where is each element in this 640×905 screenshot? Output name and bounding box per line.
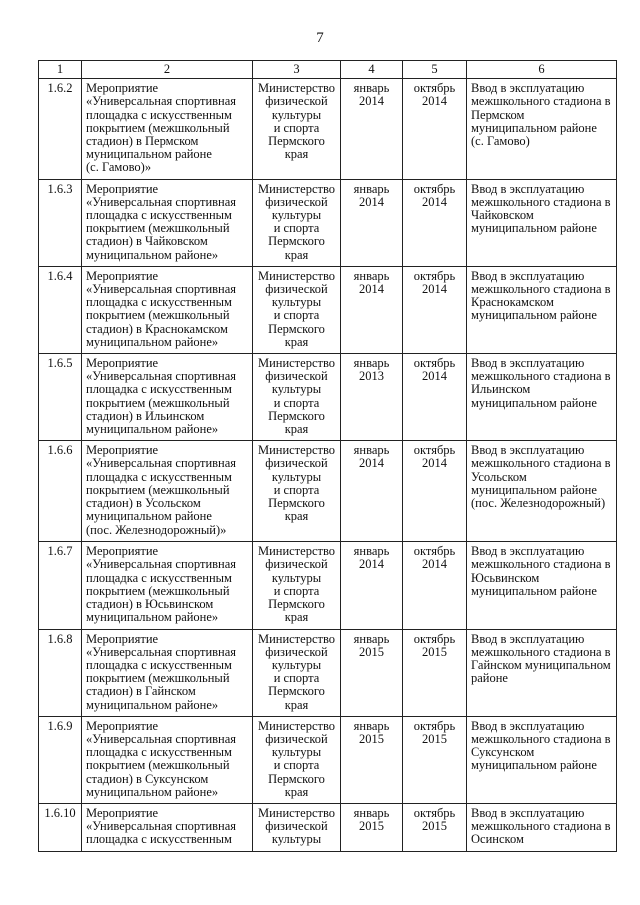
- expected-result-cell: [467, 354, 617, 441]
- table-row: [39, 803, 617, 851]
- start-date: январь 2014: [353, 544, 390, 572]
- header-cell-1: 1: [39, 61, 82, 79]
- expected-result: Ввод в эксплуатацию межшкольного стадиона в Гайнском муниципальном районе: [471, 631, 611, 686]
- header-cell-5: 5: [403, 61, 467, 79]
- header-row: [39, 61, 617, 79]
- start-date-cell: [341, 542, 403, 629]
- page-number: 7: [316, 30, 324, 46]
- end-date-cell: [403, 716, 467, 803]
- row-number: 1.6.5: [47, 356, 73, 371]
- table-row: [39, 441, 617, 542]
- start-date: январь 2015: [353, 718, 390, 746]
- expected-result-cell: [467, 542, 617, 629]
- expected-result: Ввод в эксплуатацию межшкольного стадиона в Суксунском муниципальном районе: [471, 718, 611, 773]
- expected-result-cell: [467, 441, 617, 542]
- activity-name: Мероприятие «Универсальная спортивная площадка с искусственным покрытием (межшкольный стадион) в Усольском муниципальном районе (пос. Железнодорожный)»: [86, 443, 237, 537]
- executor: Министерство физической культуры и спорта Пермского края: [257, 81, 336, 162]
- end-date-cell: [403, 79, 467, 179]
- start-date: январь 2015: [353, 805, 390, 834]
- row-number: 1.6.10: [44, 805, 76, 820]
- end-date-cell: [403, 354, 467, 441]
- header-cell-2: 2: [82, 61, 253, 79]
- table-row: [39, 542, 617, 629]
- row-number-cell: [39, 716, 82, 803]
- end-date: октябрь 2014: [413, 443, 456, 471]
- executor-cell: [253, 354, 341, 441]
- executor: Министерство физической культуры и спорта Пермского края: [257, 443, 336, 524]
- executor-cell: [253, 79, 341, 179]
- start-date: январь 2014: [353, 443, 390, 471]
- expected-result-cell: [467, 716, 617, 803]
- expected-result: Ввод в эксплуатацию межшкольного стадиона в Ильинском муниципальном районе: [471, 356, 611, 410]
- executor: Министерство физической культуры и спорта Пермского края: [257, 631, 336, 712]
- end-date-cell: [403, 179, 467, 266]
- table-row: [39, 716, 617, 803]
- end-date-cell: [403, 542, 467, 629]
- executor: Министерство физической культуры и спорта Пермского края: [257, 268, 336, 349]
- activity-name-cell: [82, 266, 253, 353]
- end-date: октябрь 2014: [413, 356, 456, 384]
- activity-name-cell: [82, 354, 253, 441]
- expected-result-cell: [467, 629, 617, 716]
- start-date: январь 2014: [353, 181, 390, 209]
- end-date: октябрь 2014: [413, 81, 456, 109]
- end-date-cell: [403, 629, 467, 716]
- activity-name-cell: [82, 716, 253, 803]
- start-date-cell: [341, 179, 403, 266]
- row-number-cell: [39, 266, 82, 353]
- start-date-cell: [341, 441, 403, 542]
- expected-result-cell: [467, 803, 617, 851]
- end-date: октябрь 2014: [413, 544, 456, 572]
- expected-result: Ввод в эксплуатацию межшкольного стадиона в Осинском: [471, 805, 611, 847]
- start-date-cell: [341, 629, 403, 716]
- expected-result: Ввод в эксплуатацию межшкольного стадиона в Краснокамском муниципальном районе: [471, 268, 611, 323]
- executor-cell: [253, 803, 341, 851]
- row-number: 1.6.7: [47, 544, 73, 559]
- executor: Министерство физической культуры и спорта Пермского края: [257, 718, 336, 799]
- header-cell-4: 4: [341, 61, 403, 79]
- row-number: 1.6.6: [47, 443, 73, 458]
- executor: Министерство физической культуры и спорта Пермского края: [257, 181, 336, 262]
- header-cell-3: 3: [253, 61, 341, 79]
- end-date: октябрь 2015: [413, 805, 456, 834]
- executor: Министерство физической культуры и спорта Пермского края: [257, 356, 336, 437]
- start-date: январь 2013: [353, 356, 390, 384]
- row-number-cell: [39, 179, 82, 266]
- row-number-cell: [39, 803, 82, 851]
- end-date-cell: [403, 441, 467, 542]
- start-date-cell: [341, 354, 403, 441]
- activity-name: Мероприятие «Универсальная спортивная площадка с искусственным покрытием (межшкольный стадион) в Суксунском муниципальном районе»: [86, 718, 237, 799]
- row-number-cell: [39, 441, 82, 542]
- activity-name: Мероприятие «Универсальная спортивная площадка с искусственным покрытием (межшкольный стадион) в Краснокамском муниципальном районе»: [86, 268, 237, 349]
- end-date: октябрь 2015: [413, 718, 456, 746]
- start-date: январь 2014: [353, 268, 390, 297]
- start-date-cell: [341, 79, 403, 179]
- end-date: октябрь 2014: [413, 268, 456, 297]
- start-date-cell: [341, 266, 403, 353]
- activity-name-cell: [82, 441, 253, 542]
- start-date-cell: [341, 716, 403, 803]
- expected-result-cell: [467, 266, 617, 353]
- table-row: [39, 629, 617, 716]
- activity-name: Мероприятие «Универсальная спортивная площадка с искусственным покрытием (межшкольный стадион) в Ильинском муниципальном районе»: [86, 356, 237, 437]
- activity-name: Мероприятие «Универсальная спортивная площадка с искусственным: [86, 805, 237, 847]
- activity-name: Мероприятие «Универсальная спортивная площадка с искусственным покрытием (межшкольный стадион) в Чайковском муниципальном районе»: [86, 181, 237, 262]
- row-number-cell: [39, 79, 82, 179]
- row-number-cell: [39, 542, 82, 629]
- executor-cell: [253, 716, 341, 803]
- table-row: [39, 79, 617, 179]
- executor-cell: [253, 629, 341, 716]
- start-date: январь 2015: [353, 631, 390, 659]
- end-date: октябрь 2014: [413, 181, 456, 209]
- executor-cell: [253, 179, 341, 266]
- row-number: 1.6.8: [47, 631, 73, 646]
- start-date-cell: [341, 803, 403, 851]
- executor-cell: [253, 542, 341, 629]
- expected-result: Ввод в эксплуатацию межшкольного стадиона в Юсьвинском муниципальном районе: [471, 544, 611, 598]
- row-number-cell: [39, 629, 82, 716]
- activity-name-cell: [82, 629, 253, 716]
- activity-name: Мероприятие «Универсальная спортивная площадка с искусственным покрытием (межшкольный стадион) в Юсьвинском муниципальном районе»: [86, 544, 237, 625]
- activity-name: Мероприятие «Универсальная спортивная площадка с искусственным покрытием (межшкольный стадион) в Пермском муниципальном районе (с. Гамово)»: [86, 81, 237, 175]
- table-row: [39, 266, 617, 353]
- end-date: октябрь 2015: [413, 631, 456, 659]
- expected-result: Ввод в эксплуатацию межшкольного стадиона в Пермском муниципальном районе (с. Гамово): [471, 81, 611, 149]
- row-number: 1.6.3: [47, 181, 73, 196]
- activity-name: Мероприятие «Универсальная спортивная площадка с искусственным покрытием (межшкольный стадион) в Гайнском муниципальном районе»: [86, 631, 237, 712]
- expected-result: Ввод в эксплуатацию межшкольного стадиона в Усольском муниципальном районе (пос. Железнодорожный): [471, 443, 611, 511]
- executor-cell: [253, 441, 341, 542]
- activity-name-cell: [82, 179, 253, 266]
- expected-result-cell: [467, 79, 617, 179]
- executor: Министерство физической культуры: [257, 805, 336, 847]
- executor-cell: [253, 266, 341, 353]
- row-number: 1.6.2: [47, 81, 73, 96]
- activity-name-cell: [82, 542, 253, 629]
- executor: Министерство физической культуры и спорта Пермского края: [257, 544, 336, 625]
- table-row: [39, 179, 617, 266]
- end-date-cell: [403, 266, 467, 353]
- activity-name-cell: [82, 79, 253, 179]
- end-date-cell: [403, 803, 467, 851]
- expected-result: Ввод в эксплуатацию межшкольного стадиона в Чайковском муниципальном районе: [471, 181, 611, 236]
- header-cell-6: 6: [467, 61, 617, 79]
- table-body: [39, 79, 617, 851]
- activity-name-cell: [82, 803, 253, 851]
- row-number: 1.6.9: [47, 718, 73, 733]
- start-date: январь 2014: [353, 81, 390, 109]
- table-row: [39, 354, 617, 441]
- row-number: 1.6.4: [47, 268, 73, 283]
- activities-table: [38, 60, 617, 852]
- row-number-cell: [39, 354, 82, 441]
- expected-result-cell: [467, 179, 617, 266]
- table-header: [39, 61, 617, 79]
